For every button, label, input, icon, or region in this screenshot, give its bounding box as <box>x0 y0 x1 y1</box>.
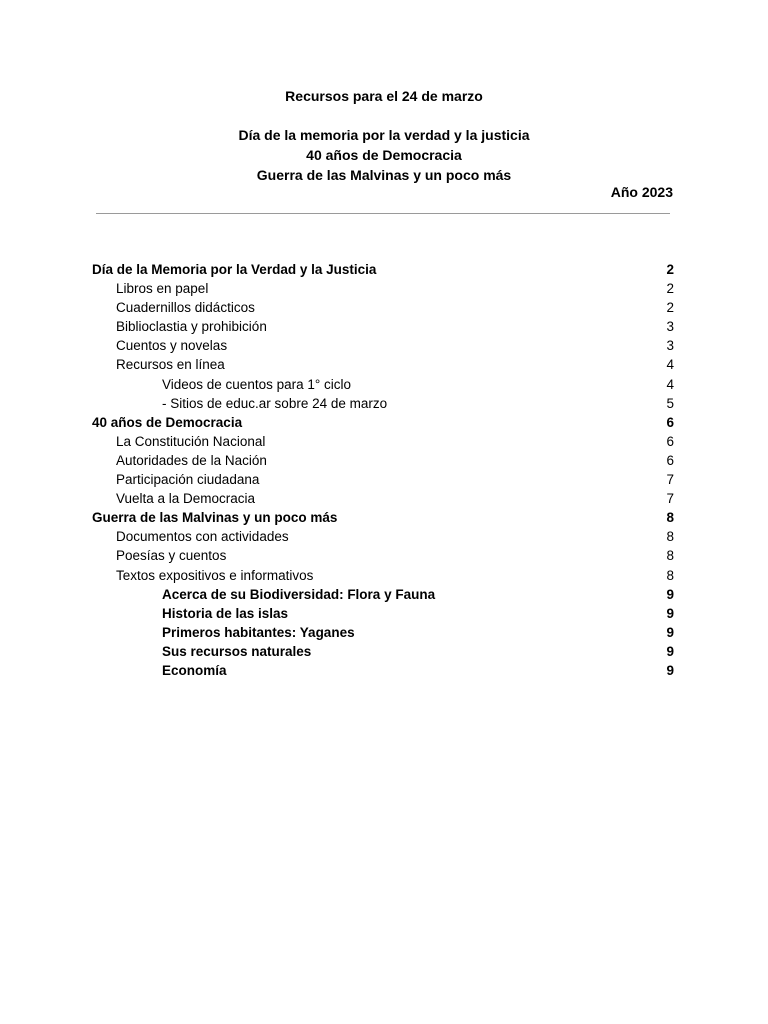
document-header <box>0 86 768 185</box>
toc-entry[interactable] <box>92 432 674 451</box>
toc-entry-page-number: 6 <box>666 433 674 449</box>
toc-entry-page-number: 6 <box>666 452 674 468</box>
toc-entry-page-number: 2 <box>666 262 674 277</box>
toc-entry-label: Poesías y cuentos <box>116 548 227 564</box>
toc-entry-label: Guerra de las Malvinas y un poco más <box>92 510 338 526</box>
toc-entry-page-number: 3 <box>666 319 674 335</box>
document-title: Recursos para el 24 de marzo <box>285 88 483 104</box>
toc-entry-label: Sus recursos naturales <box>162 643 312 659</box>
toc-entry-page-number: 9 <box>666 624 674 640</box>
toc-entry-page-number: 2 <box>666 300 674 316</box>
toc-entry-label: 40 años de Democracia <box>92 414 243 430</box>
subtitle-memoria: Día de la memoria por la verdad y la justicia <box>238 127 530 143</box>
subtitle-malvinas: Guerra de las Malvinas y un poco más <box>256 167 512 183</box>
toc-entry-label: Autoridades de la Nación <box>116 452 267 468</box>
header-spacer <box>0 106 768 125</box>
toc-entry-label: Libros en papel <box>116 281 209 297</box>
toc-entry-label: Documentos con actividades <box>116 529 289 545</box>
toc-entry-page-number: 6 <box>666 414 674 430</box>
toc-entry[interactable] <box>92 470 674 489</box>
toc-entry-page-number: 7 <box>666 491 674 507</box>
toc-entry-page-number: 7 <box>666 472 674 488</box>
toc-entry[interactable] <box>92 336 674 355</box>
toc-entry-page-number: 2 <box>666 281 674 297</box>
toc-entry-page-number: 5 <box>666 395 674 411</box>
toc-entry-page-number: 9 <box>666 643 674 659</box>
toc-entry-page-number: 8 <box>666 567 674 583</box>
toc-entry-label: Cuadernillos didácticos <box>116 300 255 316</box>
toc-entry[interactable] <box>92 375 674 394</box>
toc-entry[interactable] <box>92 661 674 680</box>
toc-entry[interactable] <box>92 585 674 604</box>
toc-entry-label: Videos de cuentos para 1° ciclo <box>162 376 352 392</box>
toc-entry-page-number: 8 <box>666 548 674 564</box>
toc-entry-label: Biblioclastia y prohibición <box>116 319 267 335</box>
toc-entry-label: Historia de las islas <box>162 605 289 621</box>
toc-entry[interactable] <box>92 394 674 413</box>
toc-entry[interactable] <box>92 604 674 623</box>
toc-entry[interactable] <box>92 623 674 642</box>
table-of-contents <box>92 260 674 680</box>
header-divider <box>96 213 670 214</box>
toc-entry[interactable] <box>92 413 674 432</box>
toc-entry-label: Participación ciudadana <box>116 472 260 488</box>
toc-entry[interactable] <box>92 566 674 585</box>
subtitle-democracia: 40 años de Democracia <box>306 147 462 163</box>
toc-entry[interactable] <box>92 527 674 546</box>
toc-entry-label: Textos expositivos e informativos <box>116 567 314 583</box>
toc-entry[interactable] <box>92 546 674 565</box>
toc-entry-page-number: 8 <box>666 510 674 526</box>
toc-entry-page-number: 9 <box>666 586 674 602</box>
toc-entry-label: Acerca de su Biodiversidad: Flora y Fauna <box>162 586 436 602</box>
document-year: Año 2023 <box>610 184 673 200</box>
toc-entry-label: Día de la Memoria por la Verdad y la Justicia <box>92 262 377 277</box>
toc-entry[interactable] <box>92 355 674 374</box>
toc-entry-label: Recursos en línea <box>116 357 225 373</box>
toc-entry-label: Cuentos y novelas <box>116 338 228 354</box>
toc-entry[interactable] <box>92 298 674 317</box>
toc-entry[interactable] <box>92 642 674 661</box>
toc-entry[interactable] <box>92 451 674 470</box>
toc-entry-page-number: 9 <box>666 605 674 621</box>
toc-entry[interactable] <box>92 508 674 527</box>
toc-entry-page-number: 4 <box>666 376 674 392</box>
toc-entry-label: Vuelta a la Democracia <box>116 491 256 507</box>
toc-entry-page-number: 3 <box>666 338 674 354</box>
toc-entry-label: - Sitios de educ.ar sobre 24 de marzo <box>162 395 388 411</box>
toc-entry[interactable] <box>92 260 674 279</box>
toc-entry-label: La Constitución Nacional <box>116 433 266 449</box>
toc-entry-label: Economía <box>162 662 227 678</box>
toc-entry-label: Primeros habitantes: Yaganes <box>162 624 355 640</box>
toc-entry-page-number: 9 <box>666 662 674 678</box>
toc-entry-page-number: 4 <box>666 357 674 373</box>
toc-entry[interactable] <box>92 279 674 298</box>
toc-entry-page-number: 8 <box>666 529 674 545</box>
toc-entry[interactable] <box>92 489 674 508</box>
toc-entry[interactable] <box>92 317 674 336</box>
